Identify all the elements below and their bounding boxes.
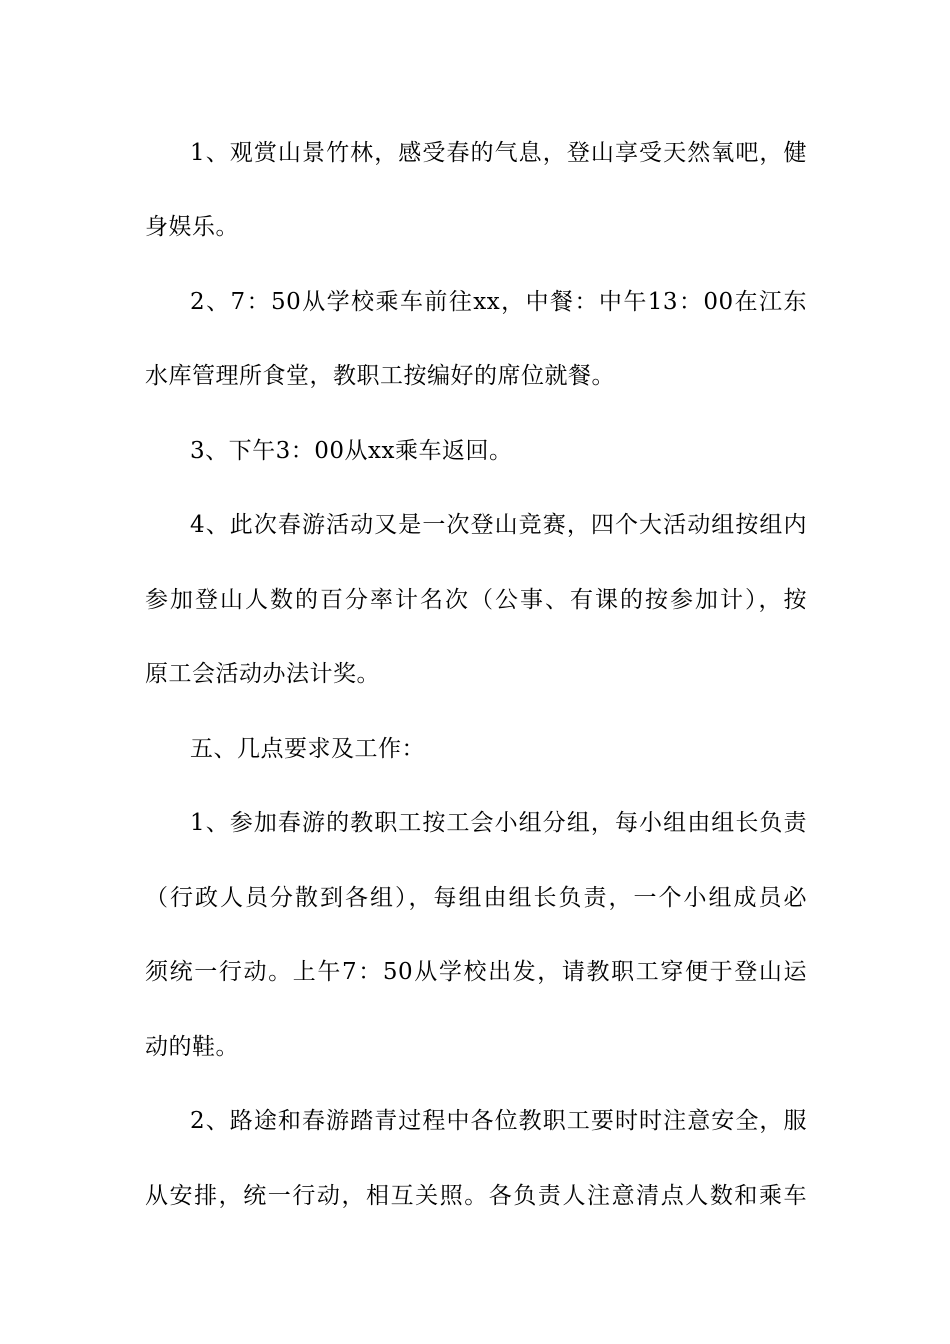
section-heading: 五、几点要求及工作： <box>190 736 425 762</box>
paragraph-line: 1、观赏山景竹林，感受春的气息，登山享受天然氧吧，健 <box>190 140 807 166</box>
paragraph-line: 身娱乐。 <box>145 214 239 240</box>
paragraph-line: 动的鞋。 <box>145 1034 239 1060</box>
paragraph-line: 1、参加春游的教职工按工会小组分组，每小组由组长负责 <box>190 810 807 836</box>
paragraph-line: 水库管理所食堂，教职工按编好的席位就餐。 <box>145 363 615 389</box>
paragraph-line: 原工会活动办法计奖。 <box>145 661 380 687</box>
paragraph-line: 参加登山人数的百分率计名次（公事、有课的按参加计），按 <box>145 587 807 613</box>
paragraph-line: （行政人员分散到各组），每组由组长负责，一个小组成员必 <box>145 885 807 911</box>
paragraph-line: 2、路途和春游踏青过程中各位教职工要时时注意安全，服 <box>190 1108 807 1134</box>
paragraph-line: 2、7：50从学校乘车前往xx，中餐：中午13：00在江东 <box>190 289 807 315</box>
paragraph-line: 须统一行动。上午7：50从学校出发，请教职工穿便于登山运 <box>145 959 807 985</box>
paragraph-line: 3、下午3：00从xx乘车返回。 <box>190 438 513 464</box>
paragraph-line: 4、此次春游活动又是一次登山竞赛，四个大活动组按组内 <box>190 512 807 538</box>
paragraph-line: 从安排，统一行动，相互关照。各负责人注意清点人数和乘车 <box>145 1183 807 1209</box>
